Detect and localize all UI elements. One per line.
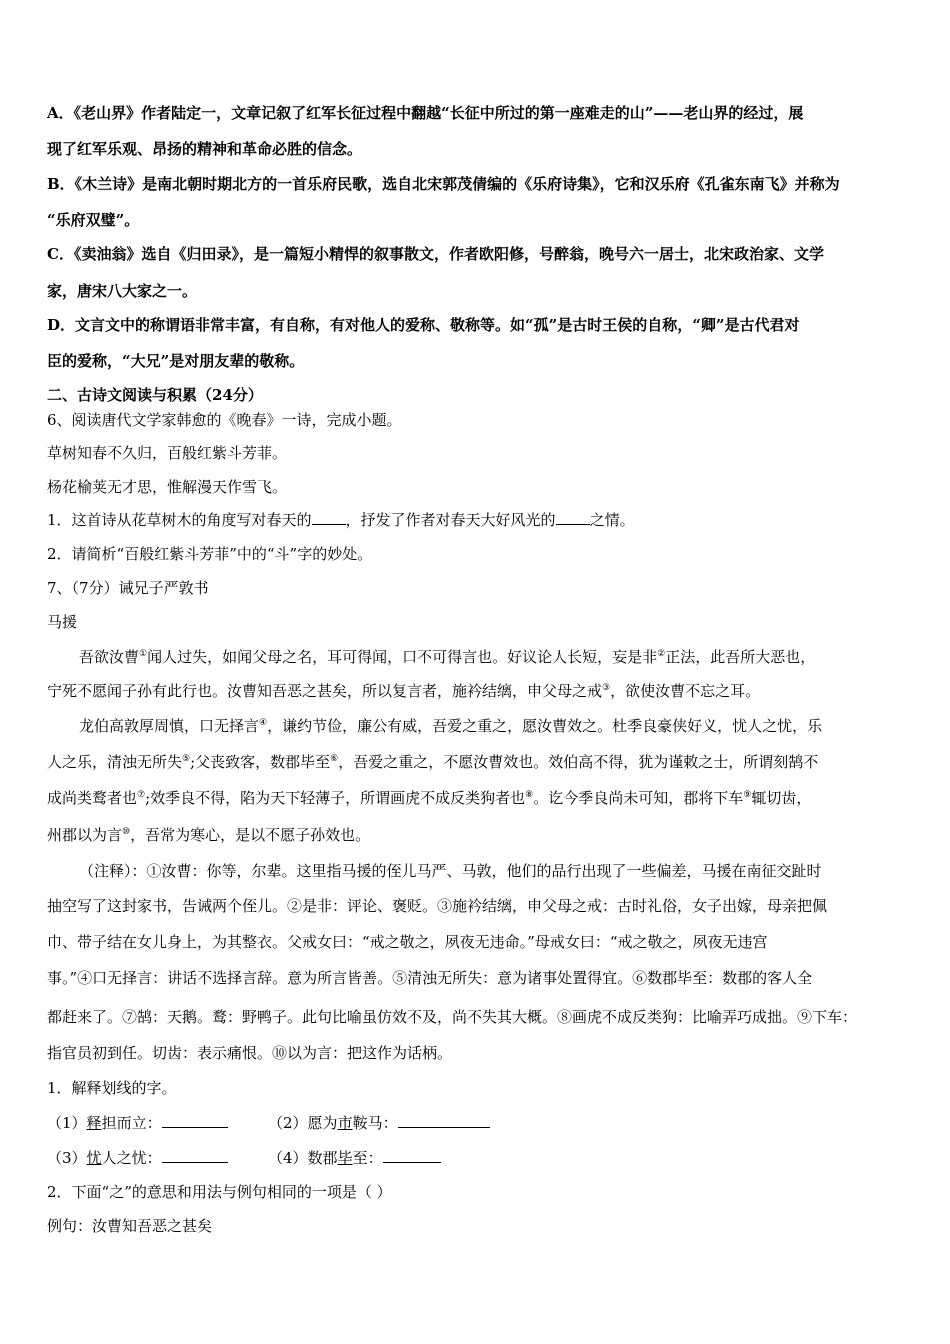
option-c-line1: C．《卖油翁》选自《归田录》，是一篇短小精悍的叙事散文，作者欧阳修，号醉翁，晚号六一居士，北宋政治家、文学	[47, 245, 824, 263]
passage-text: 正法，此吾所大恶也，	[665, 648, 816, 666]
passage-text: ，吾常为寒心，是以不愿子孙效也。	[130, 826, 371, 844]
item-text: 愿为	[307, 1114, 338, 1132]
passage-p2-line2	[47, 752, 907, 772]
passage-p1-line1	[79, 647, 939, 667]
option-d-line2: 臣的爱称，“大兄”是对朋友辈的敬称。	[47, 352, 305, 370]
item-text: 至：	[352, 1149, 383, 1167]
item-number: （4）	[268, 1149, 308, 1167]
footnote-marker: ①	[139, 649, 148, 659]
option-b-line1: B．《木兰诗》是南北朝时期北方的一首乐府民歌，选自北宋郭茂倩编的《乐府诗集》，它和汉乐府《孔雀东南飞》并称为	[47, 175, 840, 193]
q6-sub2: 2．请简析“百般红紫斗芳菲”中的“斗”字的妙处。	[47, 545, 373, 563]
q7-sub1: 1．解释划线的字。	[47, 1079, 177, 1097]
footnote-marker: ④	[259, 718, 268, 728]
footnote-marker: ②	[657, 649, 666, 659]
notes-line-5: 都赶来了。⑦鹄：天鹅。鹜：野鸭子。此句比喻虽仿效不及，尚不失其大概。⑧画虎不成反类狗：比喻弄巧成拙。⑨下车：	[47, 1008, 858, 1026]
passage-p2-line4	[47, 825, 907, 845]
option-b-line2: “乐府双璧”。	[47, 211, 140, 229]
item-number: （2）	[268, 1114, 308, 1132]
underlined-char: 市	[337, 1114, 353, 1132]
underlined-char: 毕	[337, 1149, 353, 1167]
vocab-item-2	[268, 1113, 568, 1133]
footnote-marker: ⑨	[743, 790, 752, 800]
passage-p1-line2	[47, 681, 907, 701]
underlined-char: 释	[86, 1114, 102, 1132]
q7-title: 7、（7分）诫兄子严敦书	[47, 579, 209, 597]
answer-blank-item-4[interactable]	[383, 1148, 441, 1163]
option-a-line2: 现了红军乐观、昂扬的精神和革命必胜的信念。	[47, 140, 363, 158]
passage-text: ;效季良不得，陷为天下轻薄子，所谓画虎不成反类狗者也	[145, 789, 526, 807]
q6-sub1-text-c: 之情。	[589, 511, 635, 529]
passage-text: 人之乐，清浊无所失	[47, 753, 183, 771]
passage-text: ，欲使汝曹不忘之耳。	[610, 682, 761, 700]
item-number: （3）	[47, 1149, 87, 1167]
passage-text: 宁死不愿闻子孙有此行也。汝曹知吾恶之甚矣，所以复言者，施衿结缡，申父母之戒	[47, 682, 603, 700]
q6-sub1-text-a: 1．这首诗从花草树木的角度写对春天的	[47, 511, 312, 529]
passage-text: ，吾爱之重之，不愿汝曹效也。效伯高不得，犹为谨敕之士，所谓刻鹄不	[338, 753, 819, 771]
passage-text: ;父丧致客，数郡毕至	[190, 753, 331, 771]
q7-author: 马援	[47, 613, 78, 631]
answer-blank-item-3[interactable]	[162, 1148, 228, 1163]
notes-line-4: 事。”④口无择言：讲话不选择言辞。意为所言皆善。⑤清浊无所失：意为诸事处置得宜。⑥数郡毕至：数郡的客人全	[47, 969, 813, 987]
item-text: 人之忧：	[101, 1149, 162, 1167]
passage-text: 闻人过失，如闻父母之名，耳可得闻，口不可得言也。好议论人长短，妄是非	[147, 648, 658, 666]
q6-sub1-text-b: ，抒发了作者对春天大好风光的	[345, 511, 556, 529]
answer-blank-item-2[interactable]	[398, 1113, 490, 1128]
notes-line-1: （注释）：①汝曹：你等，尔辈。这里指马援的侄儿马严、马敦，他们的品行出现了一些偏差，马援在南征交趾时	[79, 862, 822, 880]
footnote-marker: ⑧	[525, 790, 534, 800]
vocab-item-4	[268, 1148, 568, 1168]
answer-blank-1[interactable]	[312, 510, 346, 525]
passage-p2-line1	[79, 716, 939, 736]
passage-text: ，谦约节俭，廉公有威，吾爱之重之，愿汝曹效之。杜季良豪侠好义，忧人之忧，乐	[267, 717, 823, 735]
notes-line-6: 指官员初到任。切齿：表示痛恨。⑩以为言：把这作为话柄。	[47, 1044, 453, 1062]
answer-blank-item-1[interactable]	[162, 1113, 228, 1128]
passage-text: 辄切齿，	[751, 789, 812, 807]
q6-prompt: 6、阅读唐代文学家韩愈的《晚春》一诗，完成小题。	[47, 411, 402, 429]
item-text: 数郡	[307, 1149, 338, 1167]
poem-line-2: 杨花榆荚无才思，惟解漫天作雪飞。	[47, 478, 288, 496]
item-text: 鞍马：	[352, 1114, 398, 1132]
footnote-marker: ③	[602, 683, 611, 693]
q6-sub1	[47, 510, 907, 530]
passage-p2-line3	[47, 788, 907, 808]
footnote-marker: ⑤	[182, 754, 191, 764]
option-a-line1: A．《老山界》作者陆定一，文章记叙了红军长征过程中翻越“长征中所过的第一座难走的山”——老山界的经过，展	[47, 104, 804, 122]
option-c-line2: 家，唐宋八大家之一。	[47, 282, 198, 300]
passage-text: 龙伯高敦厚周慎，口无择言	[79, 717, 260, 735]
notes-line-3: 巾、带子结在女儿身上，为其整衣。父戒女曰：“戒之敬之，夙夜无违命。”母戒女曰：“戒之敬之，夙夜无违宫	[47, 933, 768, 951]
q7-example: 例句：汝曹知吾恶之甚矣	[47, 1217, 213, 1235]
underlined-char: 忧	[86, 1149, 102, 1167]
passage-text: 州郡以为言	[47, 826, 123, 844]
passage-text: 吾欲汝曹	[79, 648, 140, 666]
footnote-marker: ⑩	[122, 827, 131, 837]
notes-line-2: 抽空写了这封家书，告诫两个侄儿。②是非：评论、褒贬。③施衿结缡，申父母之戒：古时礼俗，女子出嫁，母亲把佩	[47, 897, 828, 915]
q7-sub2: 2．下面“之”的意思和用法与例句相同的一项是（ ）	[47, 1183, 392, 1201]
section-2-title: 二、古诗文阅读与积累（24分）	[47, 386, 263, 404]
passage-text: 。讫今季良尚未可知，郡将下车	[533, 789, 744, 807]
item-number: （1）	[47, 1114, 87, 1132]
footnote-marker: ⑥	[330, 754, 339, 764]
item-text: 担而立：	[101, 1114, 162, 1132]
poem-line-1: 草树知春不久归，百般红紫斗芳菲。	[47, 444, 288, 462]
answer-blank-2[interactable]	[556, 510, 590, 525]
passage-text: 成尚类鹜者也	[47, 789, 138, 807]
option-d-line1: D．文言文中的称谓语非常丰富，有自称，有对他人的爱称、敬称等。如“孤”是古时王侯的自称，“卿”是古代君对	[47, 316, 800, 334]
footnote-marker: ⑦	[137, 790, 146, 800]
